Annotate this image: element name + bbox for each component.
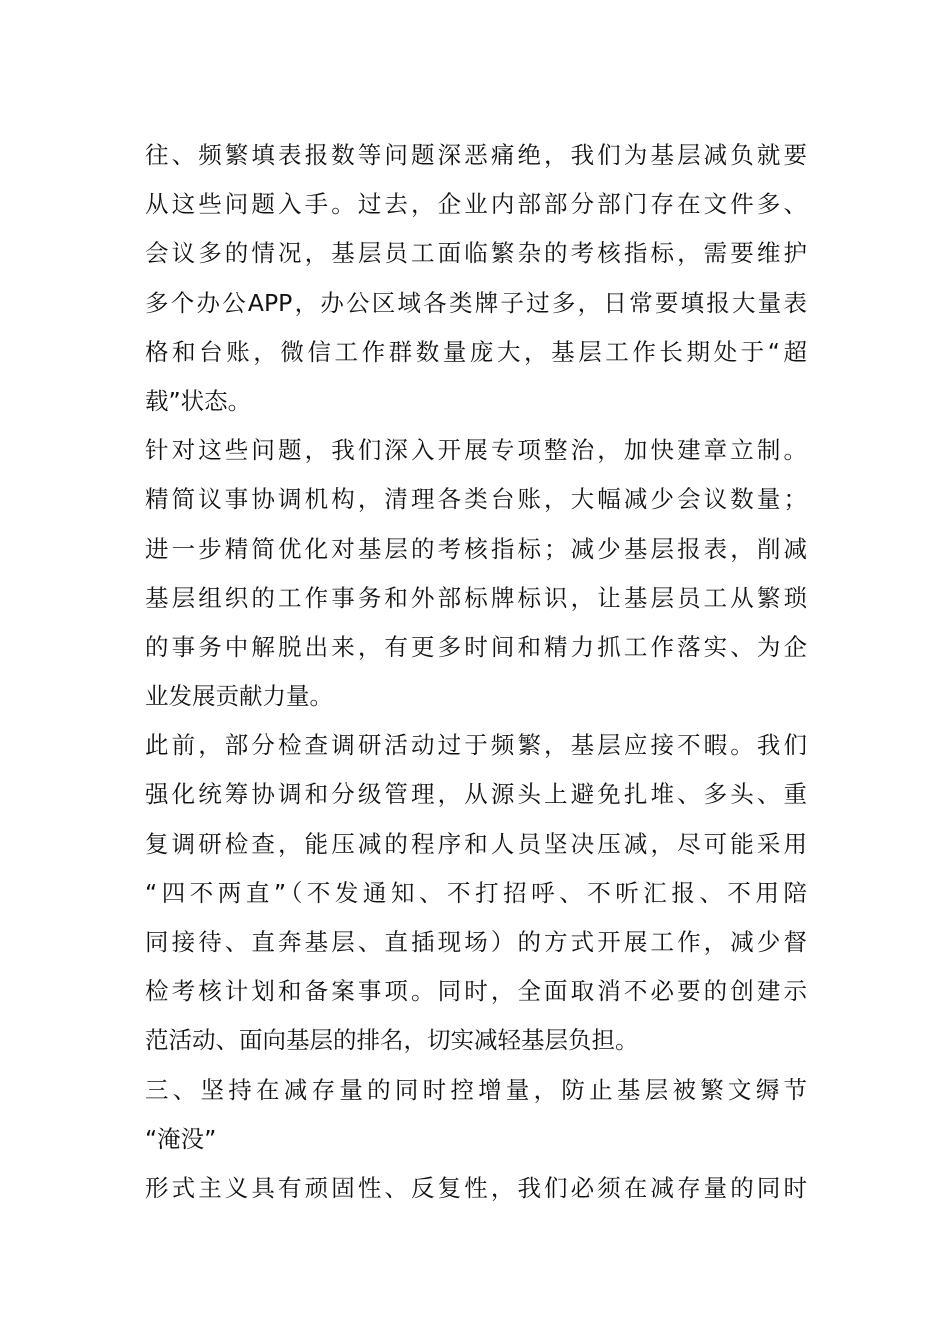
text-line: 从这些问题入手。过去，企业内部部分部门存在文件多、: [145, 190, 807, 219]
text-line: 复调研检查，能压减的程序和人员坚决压减，尽可能采用: [145, 829, 807, 858]
text-line: 多个办公APP，办公区域各类牌子过多，日常要填报大量表: [145, 288, 807, 317]
text-line: 检考核计划和备案事项。同时，全面取消不必要的创建示: [145, 977, 807, 1006]
text-line: 精简议事协调机构，清理各类台账，大幅减少会议数量；: [145, 485, 807, 514]
text-line: 三、坚持在减存量的同时控增量，防止基层被繁文缛节: [145, 1075, 807, 1104]
text-line: 同接待、直奔基层、直插现场）的方式开展工作，减少督: [145, 928, 807, 956]
text-line: “淹没”: [145, 1124, 217, 1153]
text-line: 会议多的情况，基层员工面临繁杂的考核指标，需要维护: [145, 239, 807, 268]
text-line: 范活动、面向基层的排名，切实减轻基层负担。: [145, 1026, 639, 1055]
text-line: 强化统筹协调和分级管理，从源头上避免扎堆、多头、重: [145, 780, 807, 809]
text-line: 载”状态。: [145, 386, 252, 415]
text-line: “四不两直”（不发通知、不打招呼、不听汇报、不用陪: [145, 878, 807, 907]
body-text: [145, 131, 807, 1213]
text-line: 往、频繁填表报数等问题深恶痛绝，我们为基层减负就要: [145, 141, 807, 169]
text-line: 此前，部分检查调研活动过于频繁，基层应接不暇。我们: [145, 731, 807, 760]
text-line: 形式主义具有顽固性、反复性，我们必须在减存量的同时: [145, 1173, 807, 1202]
text-line: 针对这些问题，我们深入开展专项整治，加快建章立制。: [145, 436, 807, 465]
text-line: 的事务中解脱出来，有更多时间和精力抓工作落实、为企: [145, 632, 807, 661]
text-line: 进一步精简优化对基层的考核指标；减少基层报表，削减: [145, 534, 807, 563]
text-line: 业发展贡献力量。: [145, 682, 333, 711]
text-line: 基层组织的工作事务和外部标牌标识，让基层员工从繁琐: [145, 583, 807, 612]
text-line: 格和台账，微信工作群数量庞大，基层工作长期处于“超: [145, 337, 807, 366]
